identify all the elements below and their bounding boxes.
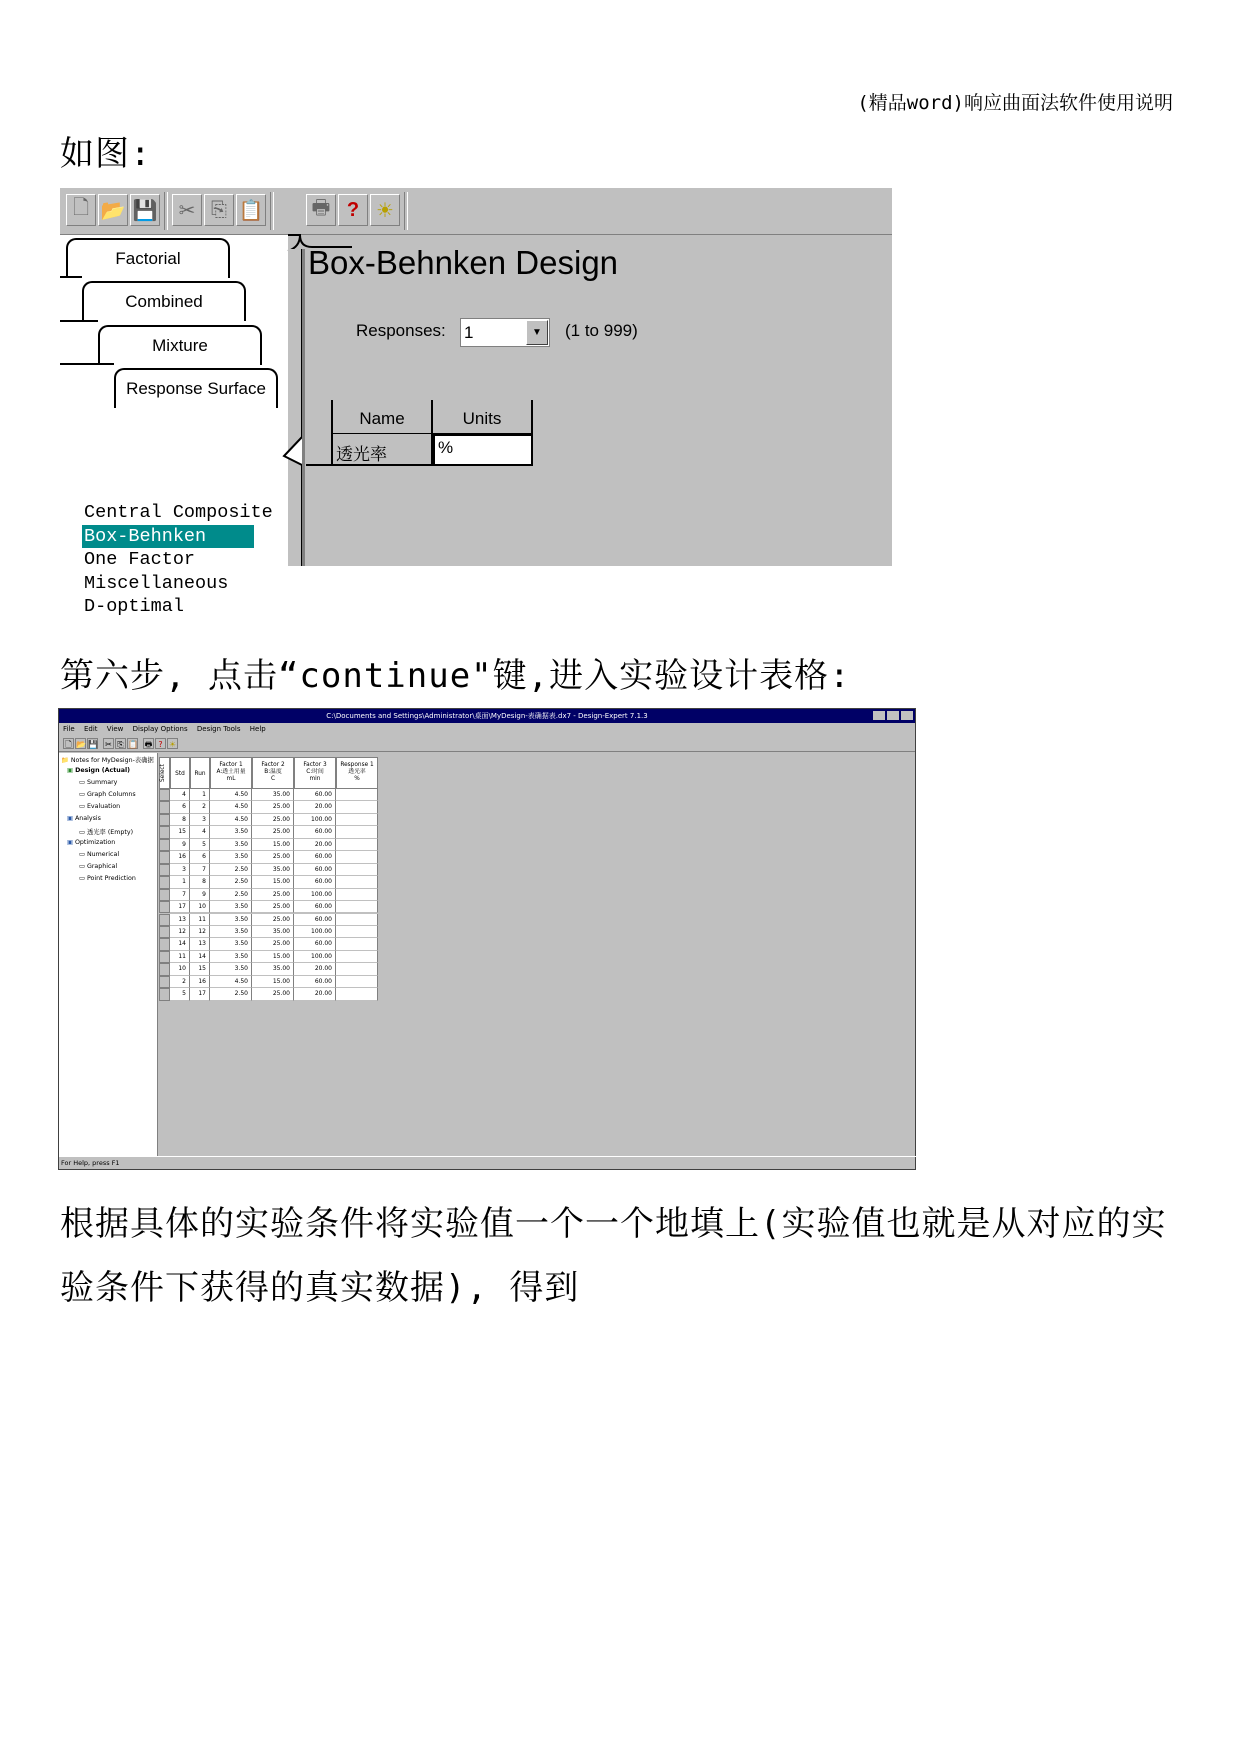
factor2-cell[interactable]: 25.00 [252, 826, 294, 838]
factor3-cell[interactable]: 100.00 [294, 889, 336, 901]
factor3-cell[interactable]: 100.00 [294, 926, 336, 938]
std-cell[interactable]: 5 [170, 988, 190, 1000]
print-icon[interactable]: 🖶 [144, 740, 153, 749]
tip-icon[interactable]: ☀ [370, 194, 400, 226]
std-cell[interactable]: 7 [170, 889, 190, 901]
tab-response-surface[interactable]: Response Surface [114, 368, 278, 408]
std-cell[interactable]: 8 [170, 814, 190, 826]
factor2-cell[interactable]: 25.00 [252, 814, 294, 826]
factor2-cell[interactable]: 35.00 [252, 926, 294, 938]
run-cell[interactable]: 16 [190, 976, 210, 988]
units-header: Units [433, 400, 533, 434]
menu-bar [59, 723, 919, 736]
design-list [82, 501, 273, 619]
std-cell[interactable]: 11 [170, 951, 190, 963]
row-select-cell[interactable] [159, 826, 170, 838]
std-header: Std [170, 757, 190, 789]
factor3-cell[interactable]: 100.00 [294, 951, 336, 963]
response1-cell[interactable] [336, 876, 378, 888]
run-cell[interactable]: 6 [190, 851, 210, 863]
design-one-factor[interactable]: One Factor [84, 549, 196, 570]
design-title: Box-Behnken Design [308, 244, 619, 281]
factor1-header: Factor 1 A:透土用量 mL [210, 757, 252, 789]
factor2-cell[interactable]: 15.00 [252, 839, 294, 851]
row-select-cell[interactable] [159, 988, 170, 1000]
std-cell[interactable]: 12 [170, 926, 190, 938]
std-cell[interactable]: 3 [170, 864, 190, 876]
row-select-cell[interactable] [159, 926, 170, 938]
response1-cell[interactable] [336, 914, 378, 926]
row-select-cell[interactable] [159, 851, 170, 863]
select-header: Select [159, 757, 170, 789]
design-box-behnken[interactable]: Box-Behnken [82, 525, 254, 549]
factor1-cell[interactable]: 3.50 [210, 963, 252, 975]
factor2-cell[interactable]: 35.00 [252, 789, 294, 801]
menu-design-tools[interactable]: Design Tools [196, 725, 241, 733]
save-icon[interactable]: 💾 [88, 740, 98, 749]
paragraph-intro: 如图: [60, 134, 152, 174]
toolbar [59, 736, 915, 752]
cut-icon[interactable]: ✂ [103, 738, 114, 749]
factor3-cell[interactable]: 60.00 [294, 976, 336, 988]
factor3-cell[interactable]: 20.00 [294, 963, 336, 975]
row-select-cell[interactable] [159, 976, 170, 988]
maximize-icon[interactable] [887, 711, 899, 720]
paragraph-step6: 第六步, 点击“continue"键,进入实验设计表格: [60, 656, 851, 696]
tree-evaluation[interactable]: ▭ Evaluation [79, 803, 121, 810]
tab-mixture[interactable]: Mixture [98, 325, 262, 365]
row-select-cell[interactable] [159, 801, 170, 813]
response1-cell[interactable] [336, 814, 378, 826]
factor3-cell[interactable]: 60.00 [294, 826, 336, 838]
tree-root[interactable]: 📁 Notes for MyDesign-表确据 [61, 757, 154, 764]
run-cell[interactable]: 11 [190, 914, 210, 926]
factor2-cell[interactable]: 25.00 [252, 938, 294, 950]
run-cell[interactable]: 9 [190, 889, 210, 901]
factor1-cell[interactable]: 4.50 [210, 789, 252, 801]
responses-select[interactable]: 1 [460, 318, 550, 347]
run-cell[interactable]: 14 [190, 951, 210, 963]
tree-design[interactable]: ▣ Design (Actual) [67, 767, 131, 774]
row-select-cell[interactable] [159, 901, 170, 913]
tree-response[interactable]: ▭ 透光率 (Empty) [79, 829, 134, 836]
open-folder-icon[interactable]: 📂 [98, 194, 128, 226]
factor2-cell[interactable]: 35.00 [252, 963, 294, 975]
minimize-icon[interactable] [873, 711, 885, 720]
factor1-cell[interactable]: 3.50 [210, 839, 252, 851]
tree-summary[interactable]: ▭ Summary [79, 779, 118, 786]
run-cell[interactable]: 13 [190, 938, 210, 950]
factor2-cell[interactable]: 25.00 [252, 889, 294, 901]
menu-display-options[interactable]: Display Options [132, 725, 188, 733]
new-file-icon[interactable]: 🗋 [63, 738, 74, 749]
name-header: Name [333, 400, 433, 434]
factor3-cell[interactable]: 60.00 [294, 864, 336, 876]
std-cell[interactable]: 1 [170, 876, 190, 888]
tip-icon[interactable]: ☀ [168, 740, 177, 749]
run-cell[interactable]: 12 [190, 926, 210, 938]
response1-cell[interactable] [336, 901, 378, 913]
factor1-cell[interactable]: 3.50 [210, 851, 252, 863]
std-cell[interactable]: 13 [170, 914, 190, 926]
std-cell[interactable]: 16 [170, 851, 190, 863]
run-cell[interactable]: 1 [190, 789, 210, 801]
factor1-cell[interactable]: 3.50 [210, 938, 252, 950]
factor1-cell[interactable]: 4.50 [210, 976, 252, 988]
copy-icon[interactable]: ⎘ [204, 194, 234, 226]
factor1-cell[interactable]: 2.50 [210, 876, 252, 888]
row-select-cell[interactable] [159, 889, 170, 901]
response1-cell[interactable] [336, 801, 378, 813]
response1-cell[interactable] [336, 864, 378, 876]
close-icon[interactable] [901, 711, 913, 720]
response1-cell[interactable] [336, 963, 378, 975]
factor1-cell[interactable]: 3.50 [210, 826, 252, 838]
run-cell[interactable]: 17 [190, 988, 210, 1000]
response1-cell[interactable] [336, 988, 378, 1000]
factor2-header: Factor 2 B:温度 C [252, 757, 294, 789]
response1-cell[interactable] [336, 826, 378, 838]
box-behnken-screenshot [60, 188, 892, 617]
response1-cell[interactable] [336, 789, 378, 801]
tab-factorial[interactable]: Factorial [66, 238, 230, 278]
factor1-cell[interactable]: 3.50 [210, 901, 252, 913]
row-select-cell[interactable] [159, 876, 170, 888]
help-icon[interactable]: ? [155, 738, 166, 749]
tree-numerical[interactable]: ▭ Numerical [79, 851, 120, 858]
factor2-cell[interactable]: 25.00 [252, 988, 294, 1000]
menu-view[interactable]: View [106, 725, 124, 733]
response1-cell[interactable] [336, 889, 378, 901]
response1-cell[interactable] [336, 976, 378, 988]
row-select-cell[interactable] [159, 839, 170, 851]
tree-graphical[interactable]: ▭ Graphical [79, 863, 118, 870]
design-miscellaneous[interactable]: Miscellaneous [84, 572, 229, 594]
factor2-cell[interactable]: 25.00 [252, 801, 294, 813]
design-tree [59, 753, 158, 1157]
chevron-down-icon[interactable]: ▼ [526, 320, 548, 345]
design-expert-screenshot [58, 708, 916, 1170]
design-central-composite[interactable]: Central Composite [84, 502, 273, 523]
std-cell[interactable]: 4 [170, 789, 190, 801]
factor3-cell[interactable]: 60.00 [294, 901, 336, 913]
run-cell[interactable]: 3 [190, 814, 210, 826]
run-cell[interactable]: 4 [190, 826, 210, 838]
factor2-cell[interactable]: 35.00 [252, 864, 294, 876]
factor3-cell[interactable]: 60.00 [294, 789, 336, 801]
std-cell[interactable]: 15 [170, 826, 190, 838]
cut-icon[interactable]: ✂ [172, 194, 202, 226]
factor1-cell[interactable]: 4.50 [210, 801, 252, 813]
factor2-cell[interactable]: 15.00 [252, 976, 294, 988]
row-select-cell[interactable] [159, 963, 170, 975]
factor2-cell[interactable]: 25.00 [252, 914, 294, 926]
factor2-cell[interactable]: 15.00 [252, 876, 294, 888]
new-file-icon[interactable]: 🗋 [66, 194, 96, 226]
open-folder-icon[interactable]: 📂 [76, 740, 86, 749]
factor2-cell[interactable]: 15.00 [252, 951, 294, 963]
response-name-cell[interactable]: 透光率 [333, 434, 433, 466]
factor3-cell[interactable]: 60.00 [294, 876, 336, 888]
factor3-header: Factor 3 C:时间 min [294, 757, 336, 789]
row-select-cell[interactable] [159, 864, 170, 876]
status-bar: For Help, press F1 [59, 1156, 917, 1169]
std-cell[interactable]: 9 [170, 839, 190, 851]
response-units-cell[interactable]: % [433, 434, 533, 466]
response1-cell[interactable] [336, 839, 378, 851]
factor3-cell[interactable]: 60.00 [294, 851, 336, 863]
response1-cell[interactable] [336, 938, 378, 950]
factor3-cell[interactable]: 20.00 [294, 839, 336, 851]
run-cell[interactable]: 15 [190, 963, 210, 975]
help-icon[interactable]: ? [338, 194, 368, 226]
response1-cell[interactable] [336, 926, 378, 938]
row-select-cell[interactable] [159, 951, 170, 963]
menu-file[interactable]: File [63, 725, 75, 733]
factor3-cell[interactable]: 20.00 [294, 988, 336, 1000]
std-cell[interactable]: 10 [170, 963, 190, 975]
paragraph-fill-values: 根据具体的实验条件将实验值一个一个地填上(实验值也就是从对应的实验条件下获得的真实数据), 得到 [60, 1204, 1167, 1308]
run-cell[interactable]: 2 [190, 801, 210, 813]
copy-icon[interactable]: ⎘ [115, 738, 126, 749]
print-icon[interactable]: 🖶 [306, 194, 336, 226]
tree-analysis[interactable]: ▣ Analysis [67, 815, 101, 822]
row-select-cell[interactable] [159, 814, 170, 826]
save-icon[interactable]: 💾 [130, 194, 160, 226]
run-cell[interactable]: 7 [190, 864, 210, 876]
paste-icon[interactable]: 📋 [128, 740, 138, 749]
row-select-cell[interactable] [159, 789, 170, 801]
factor3-cell[interactable]: 60.00 [294, 938, 336, 950]
run-cell[interactable]: 8 [190, 876, 210, 888]
std-cell[interactable]: 2 [170, 976, 190, 988]
factor2-cell[interactable]: 25.00 [252, 901, 294, 913]
tree-point-prediction[interactable]: ▭ Point Prediction [79, 875, 136, 882]
std-cell[interactable]: 6 [170, 801, 190, 813]
factor3-cell[interactable]: 100.00 [294, 814, 336, 826]
run-cell[interactable]: 5 [190, 839, 210, 851]
document-header: (精品word)响应曲面法软件使用说明 [857, 92, 1173, 114]
window-title: C:\Documents and Settings\Administrator\桌面\MyDesign-表确据表.dx7 - Design-Expert 7.1.3 [59, 709, 915, 723]
factor2-cell[interactable]: 25.00 [252, 851, 294, 863]
paste-icon[interactable]: 📋 [236, 194, 266, 226]
row-select-cell[interactable] [159, 938, 170, 950]
factor1-cell[interactable]: 2.50 [210, 988, 252, 1000]
std-cell[interactable]: 17 [170, 901, 190, 913]
factor1-cell[interactable]: 2.50 [210, 864, 252, 876]
menu-help[interactable]: Help [249, 725, 266, 733]
responses-label: Responses: [356, 321, 446, 340]
factor1-cell[interactable]: 3.50 [210, 914, 252, 926]
tree-graph-columns[interactable]: ▭ Graph Columns [79, 791, 136, 798]
toolbar [60, 188, 892, 235]
factor1-cell[interactable]: 3.50 [210, 926, 252, 938]
tab-combined[interactable]: Combined [82, 281, 246, 321]
response1-cell[interactable] [336, 951, 378, 963]
factor1-cell[interactable]: 2.50 [210, 889, 252, 901]
tree-optimization[interactable]: ▣ Optimization [67, 839, 116, 846]
design-d-optimal[interactable]: D-optimal [84, 596, 184, 617]
factor3-cell[interactable]: 60.00 [294, 914, 336, 926]
run-header: Run [190, 757, 210, 789]
menu-edit[interactable]: Edit [83, 725, 98, 733]
responses-range: (1 to 999) [565, 321, 638, 340]
factor3-cell[interactable]: 20.00 [294, 801, 336, 813]
response1-cell[interactable] [336, 851, 378, 863]
design-type-pane [60, 235, 288, 617]
response1-header: Response 1 透光率 % [336, 757, 378, 789]
row-select-cell[interactable] [159, 914, 170, 926]
std-cell[interactable]: 14 [170, 938, 190, 950]
factor1-cell[interactable]: 3.50 [210, 951, 252, 963]
factor1-cell[interactable]: 4.50 [210, 814, 252, 826]
run-cell[interactable]: 10 [190, 901, 210, 913]
